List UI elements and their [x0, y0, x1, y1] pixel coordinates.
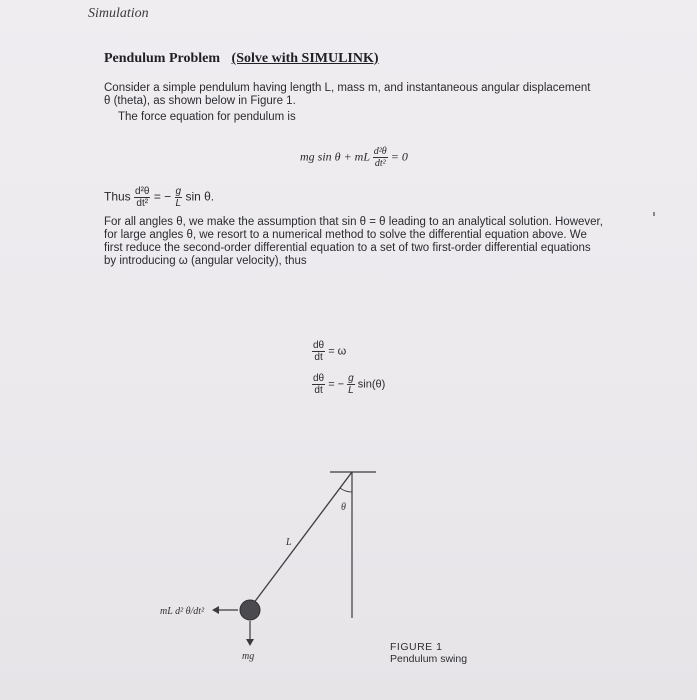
analysis-line-4: by introducing ω (angular velocity), thus [104, 255, 307, 267]
section-title-text: Pendulum Problem [104, 51, 221, 66]
sys2-g: g [348, 373, 354, 384]
sys1-rhs: = ω [328, 345, 347, 358]
thus-eq: = − [153, 189, 172, 204]
sys2-den: dt [314, 385, 323, 396]
thus-label: Thus [104, 189, 131, 204]
thus-den: dt² [136, 198, 149, 209]
margin-mark [653, 212, 655, 216]
force-eq-num: d²θ [373, 146, 387, 157]
force-label: mL d² θ/dt² [160, 606, 205, 617]
thus-tail: sin θ. [185, 189, 215, 204]
sys1-num: dθ [313, 340, 325, 351]
force-eq-rhs: = 0 [390, 149, 408, 164]
thus-g: g [175, 186, 182, 197]
gravity-arrowhead [246, 639, 254, 646]
page-header: Simulation [88, 6, 149, 21]
analysis-line-2: for large angles θ, we resort to a numerical method to solve the differential equation above. We [104, 229, 587, 241]
mg-label: mg [242, 651, 255, 662]
intro-line-2: θ (theta), as shown below in Figure 1. [104, 95, 296, 107]
figure-caption-text: Pendulum swing [390, 653, 468, 665]
theta-label: θ [341, 502, 346, 513]
thus-L: L [175, 198, 182, 209]
figure-caption-title: FIGURE 1 [390, 641, 443, 653]
pendulum-rod [250, 472, 352, 608]
figure-caption [390, 641, 467, 665]
sys1-den: dt [314, 352, 323, 363]
analysis-line-3: first reduce the second-order differential equation to a set of two first-order differential equations [104, 242, 591, 254]
pendulum-bob [240, 600, 260, 620]
force-intro: The force equation for pendulum is [118, 111, 296, 123]
sys2-L: L [348, 385, 354, 396]
force-eq-den: dt² [374, 158, 386, 169]
sys2-num: dθ [313, 373, 325, 384]
intro-line-1: Consider a simple pendulum having length L, mass m, and instantaneous angular displacement [104, 82, 591, 94]
thus-num: d²θ [135, 186, 150, 197]
length-label: L [286, 537, 292, 548]
force-eq-lhs: mg sin θ + mL [300, 149, 370, 164]
sys2-tail: sin(θ) [357, 378, 386, 391]
angle-arc [340, 488, 352, 492]
tangential-arrowhead [212, 606, 219, 614]
section-subtitle: (Solve with SIMULINK) [231, 51, 379, 66]
sys2-eq: = − [328, 378, 345, 391]
analysis-line-1: For all angles θ, we make the assumption that sin θ = θ leading to an analytical solution. However, [104, 216, 603, 228]
